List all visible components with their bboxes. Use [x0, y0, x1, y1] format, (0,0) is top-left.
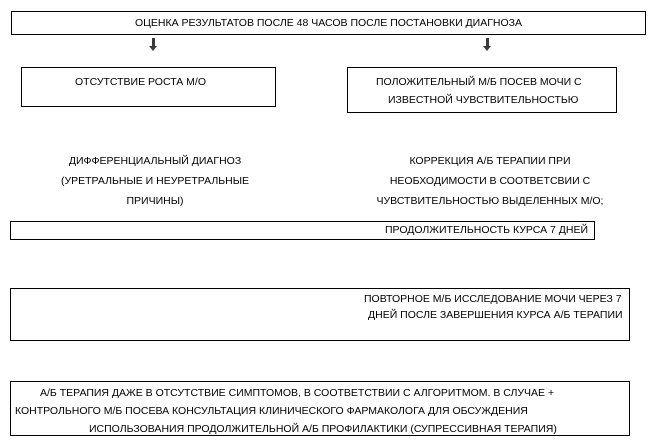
no-growth-box-text: ОТСУТСТВИЕ РОСТА М/О: [75, 76, 207, 88]
therapy-correction-line2: НЕОБХОДИМОСТИ В СООТВЕТСВИИ С: [389, 175, 591, 187]
course-duration-text: ПРОДОЛЖИТЕЛЬНОСТЬ КУРСА 7 ДНЕЙ: [385, 224, 589, 236]
therapy-correction-line3: ЧУВСТВИТЕЛЬНОСТЬЮ ВЫДЕЛЕННЫХ М/О;: [376, 195, 604, 207]
differential-diagnosis-line3: ПРИЧИНЫ): [126, 195, 184, 207]
repeat-test-line1: ПОВТОРНОЕ М/Б ИССЛЕДОВАНИЕ МОЧИ ЧЕРЕЗ 7: [364, 293, 622, 305]
top-box-text: ОЦЕНКА РЕЗУЛЬТАТОВ ПОСЛЕ 48 ЧАСОВ ПОСЛЕ ПОСТАНОВКИ ДИАГНОЗА: [134, 17, 522, 29]
repeat-test-line2: ДНЕЙ ПОСЛЕ ЗАВЕРШЕНИЯ КУРСА А/Б ТЕРАПИИ: [368, 309, 623, 321]
positive-culture-box-line1: ПОЛОЖИТЕЛЬНЫЙ М/Б ПОСЕВ МОЧИ С: [376, 76, 582, 88]
suppressive-therapy-line1: А/Б ТЕРАПИЯ ДАЖЕ В ОТСУТСТВИЕ СИМПТОМОВ, В СООТВЕТСТВИИ С АЛГОРИТМОМ. В СЛУЧАЕ +: [40, 387, 555, 399]
differential-diagnosis-line1: ДИФФЕРЕНЦИАЛЬНЫЙ ДИАГНОЗ: [68, 155, 242, 167]
positive-culture-box-line2: ИЗВЕСТНОЙ ЧУВСТВИТЕЛЬНОСТЬЮ: [388, 94, 579, 106]
suppressive-therapy-line2: КОНТРОЛЬНОГО М/Б ПОСЕВА КОНСУЛЬТАЦИЯ КЛИНИЧЕСКОГО ФАРМАКОЛОГА ДЛЯ ОБСУЖДЕНИЯ: [15, 405, 528, 417]
therapy-correction-line1: КОРРЕКЦИЯ А/Б ТЕРАПИИ ПРИ: [409, 155, 571, 167]
suppressive-therapy-line3: ИСПОЛЬЗОВАНИЯ ПРОДОЛЖИТЕЛЬНОЙ А/Б ПРОФИЛАКТИКИ (СУПРЕССИВНАЯ ТЕРАПИЯ): [89, 423, 557, 435]
differential-diagnosis-line2: (УРЕТРАЛЬНЫЕ И НЕУРЕТРАЛЬНЫЕ: [60, 175, 250, 187]
